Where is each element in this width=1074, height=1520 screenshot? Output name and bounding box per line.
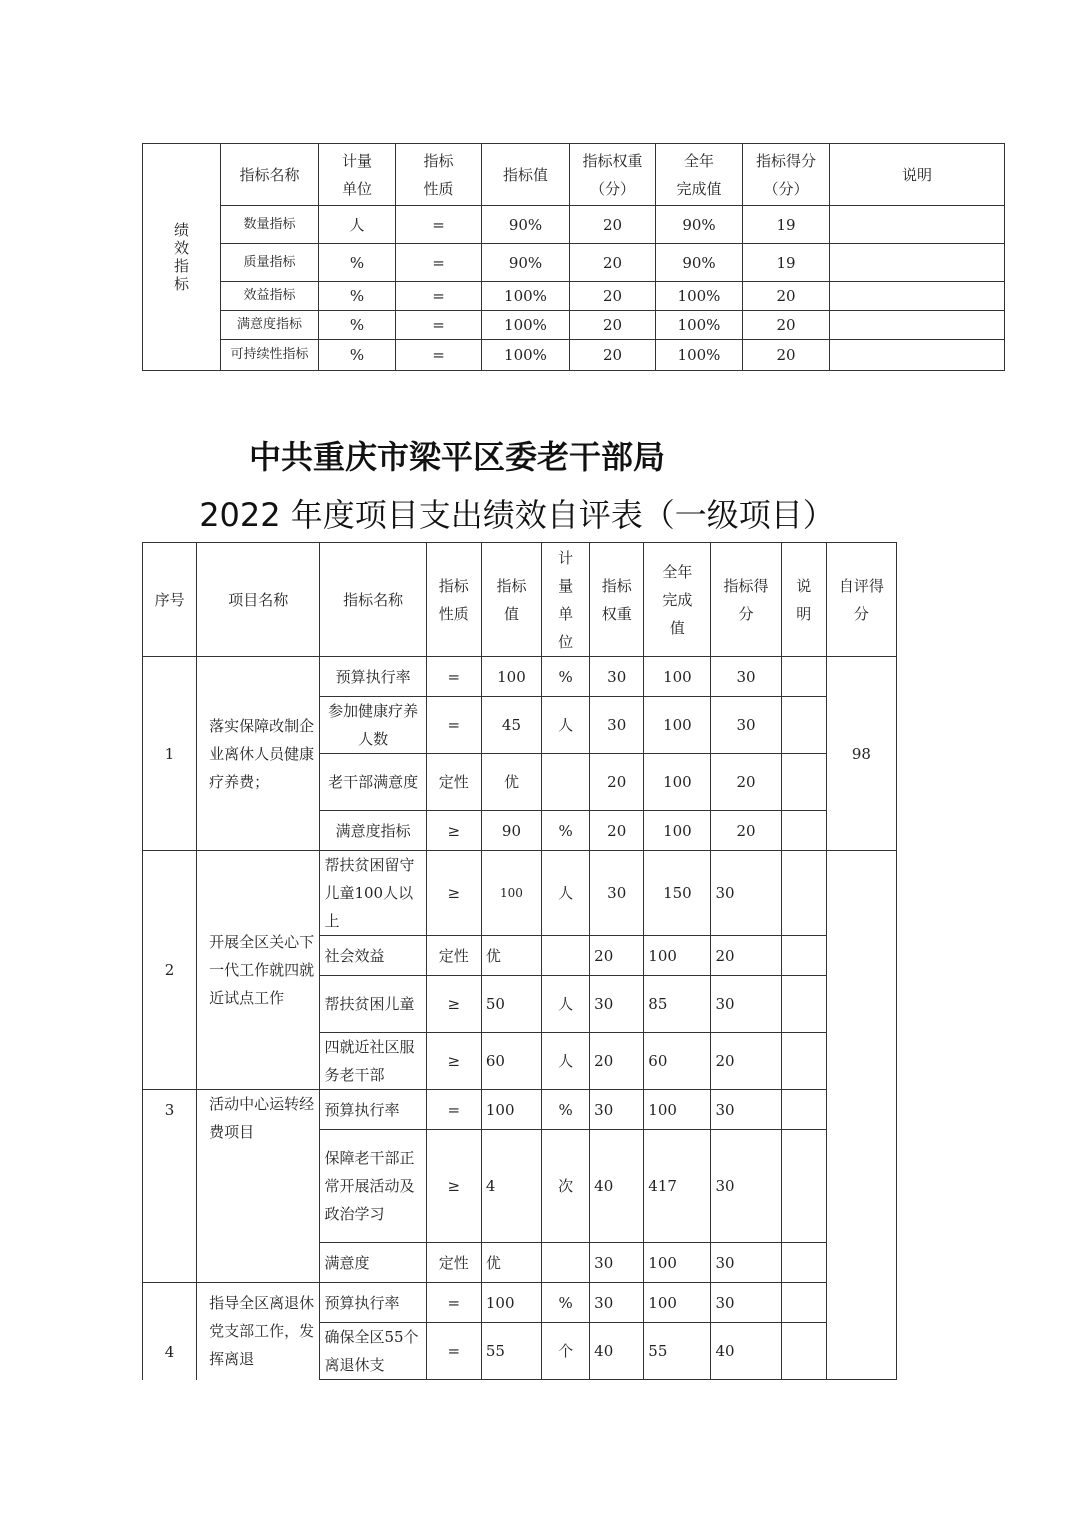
cell-done: 100 (644, 811, 711, 851)
cell-score: 30 (711, 851, 781, 936)
cell-weight: 20 (590, 811, 644, 851)
cell-seq: 4 (143, 1283, 197, 1380)
cell-note (781, 811, 826, 851)
cell-nature: ≥ (426, 1033, 481, 1090)
table-row (143, 311, 1005, 340)
cell-score: 30 (711, 1283, 781, 1323)
cell-unit: % (542, 1090, 590, 1130)
header-row (143, 543, 897, 657)
cell-note (830, 244, 1005, 282)
cell-value: 100% (482, 311, 570, 340)
cell-nature: ≥ (426, 811, 481, 851)
cell-indicator: 帮扶贫困儿童 (320, 976, 426, 1033)
cell-indicator: 满意度指标 (320, 811, 426, 851)
cell-nature: ≥ (426, 976, 481, 1033)
cell-name: 可持续性指标 (221, 340, 319, 371)
cell-seq: 3 (143, 1090, 197, 1283)
header-weight: 指标 权重 (590, 543, 644, 657)
cell-score: 20 (743, 282, 830, 311)
cell-project: 指导全区离退休党支部工作，发挥离退 (197, 1283, 320, 1380)
cell-score: 20 (711, 811, 781, 851)
cell-unit (542, 1243, 590, 1283)
cell-weight: 30 (590, 1243, 644, 1283)
cell-nature: = (396, 282, 482, 311)
cell-note (830, 282, 1005, 311)
cell-note (781, 1323, 826, 1380)
cell-value: 45 (481, 697, 541, 754)
cell-done: 100 (644, 1090, 711, 1130)
header-weight: 指标权重 （分） (570, 144, 656, 206)
cell-indicator: 帮扶贫困留守儿童100人以上 (320, 851, 426, 936)
cell-value: 100 (481, 1283, 541, 1323)
cell-value: 90% (482, 244, 570, 282)
cell-done: 60 (644, 1033, 711, 1090)
table-row (143, 1283, 897, 1323)
cell-name: 数量指标 (221, 206, 319, 244)
cell-value: 优 (481, 1243, 541, 1283)
table-row (143, 282, 1005, 311)
cell-note (781, 1243, 826, 1283)
cell-seq: 1 (143, 657, 197, 851)
cell-indicator: 预算执行率 (320, 1090, 426, 1130)
cell-nature: = (396, 244, 482, 282)
table-row (143, 244, 1005, 282)
cell-value: 100% (482, 340, 570, 371)
cell-weight: 20 (570, 206, 656, 244)
cell-unit: 人 (542, 976, 590, 1033)
cell-note (781, 697, 826, 754)
cell-weight: 30 (590, 1090, 644, 1130)
cell-note (830, 311, 1005, 340)
cell-score: 20 (711, 1033, 781, 1090)
cell-nature: ≥ (426, 1130, 481, 1243)
self-evaluation-table (142, 542, 897, 1380)
header-value: 指标 值 (481, 543, 541, 657)
cell-nature: 定性 (426, 1243, 481, 1283)
cell-note (830, 340, 1005, 371)
cell-weight: 20 (570, 340, 656, 371)
header-score: 指标得分 （分） (743, 144, 830, 206)
cell-score: 30 (711, 1130, 781, 1243)
cell-note (781, 1130, 826, 1243)
cell-nature: = (426, 1283, 481, 1323)
cell-value: 100 (481, 1090, 541, 1130)
cell-value: 50 (481, 976, 541, 1033)
cell-value: 优 (481, 936, 541, 976)
cell-indicator: 四就近社区服务老干部 (320, 1033, 426, 1090)
cell-score: 20 (711, 754, 781, 811)
cell-score: 40 (711, 1323, 781, 1380)
cell-unit: 人 (542, 1033, 590, 1090)
cell-value: 4 (481, 1130, 541, 1243)
header-unit: 计量 单位 (319, 144, 396, 206)
table-row (143, 1090, 897, 1130)
cell-nature: = (426, 697, 481, 754)
page-subtitle: 2022 年度项目支出绩效自评表（一级项目） (199, 496, 835, 534)
cell-indicator: 社会效益 (320, 936, 426, 976)
cell-score: 20 (743, 340, 830, 371)
cell-done: 100 (644, 657, 711, 697)
cell-weight: 20 (590, 936, 644, 976)
cell-note (781, 754, 826, 811)
header-nature: 指标 性质 (396, 144, 482, 206)
cell-score: 30 (711, 1090, 781, 1130)
cell-note (781, 851, 826, 936)
cell-done: 100 (644, 697, 711, 754)
cell-value: 60 (481, 1033, 541, 1090)
cell-self-score: 98 (826, 657, 896, 851)
cell-note (781, 1283, 826, 1323)
cell-value: 55 (481, 1323, 541, 1380)
cell-done: 55 (644, 1323, 711, 1380)
cell-unit: % (542, 657, 590, 697)
header-unit: 计 量 单 位 (542, 543, 590, 657)
cell-note (781, 976, 826, 1033)
cell-value: 100% (482, 282, 570, 311)
page-title: 中共重庆市梁平区委老干部局 (248, 438, 665, 476)
cell-done: 100 (644, 936, 711, 976)
cell-done: 100% (656, 282, 743, 311)
cell-nature: = (426, 1090, 481, 1130)
cell-name: 效益指标 (221, 282, 319, 311)
cell-weight: 30 (590, 851, 644, 936)
cell-done: 85 (644, 976, 711, 1033)
cell-unit: % (542, 1283, 590, 1323)
cell-value: 100 (481, 851, 541, 936)
cell-done: 150 (644, 851, 711, 936)
cell-score: 30 (711, 697, 781, 754)
header-done: 全年 完成值 (656, 144, 743, 206)
cell-indicator: 参加健康疗养人数 (320, 697, 426, 754)
cell-done: 90% (656, 206, 743, 244)
cell-value: 90 (481, 811, 541, 851)
cell-project: 开展全区关心下一代工作就四就近试点工作 (197, 851, 320, 1090)
header-note: 说 明 (781, 543, 826, 657)
side-label (143, 144, 221, 371)
cell-score: 30 (711, 1243, 781, 1283)
cell-score: 20 (743, 311, 830, 340)
cell-unit (542, 936, 590, 976)
cell-self-score (826, 851, 896, 1380)
header-self-score: 自评得 分 (826, 543, 896, 657)
cell-done: 100% (656, 311, 743, 340)
cell-project: 落实保障改制企业离休人员健康疗养费； (197, 657, 320, 851)
table-row (143, 340, 1005, 371)
cell-done: 100 (644, 1243, 711, 1283)
cell-unit: % (319, 282, 396, 311)
cell-weight: 30 (590, 976, 644, 1033)
cell-indicator: 保障老干部正常开展活动及政治学习 (320, 1130, 426, 1243)
header-indicator: 指标名称 (320, 543, 426, 657)
cell-nature: = (426, 1323, 481, 1380)
side-label-text: 绩效指标 (173, 221, 189, 293)
cell-unit: 个 (542, 1323, 590, 1380)
cell-seq: 2 (143, 851, 197, 1090)
cell-done: 90% (656, 244, 743, 282)
cell-note (830, 206, 1005, 244)
cell-weight: 20 (570, 244, 656, 282)
cell-weight: 40 (590, 1323, 644, 1380)
header-seq: 序号 (143, 543, 197, 657)
header-score: 指标得 分 (711, 543, 781, 657)
cell-unit: 人 (319, 206, 396, 244)
cell-indicator: 预算执行率 (320, 657, 426, 697)
cell-value: 100 (481, 657, 541, 697)
header-note: 说明 (830, 144, 1005, 206)
cell-nature: = (396, 206, 482, 244)
cell-unit: % (319, 244, 396, 282)
cell-weight: 30 (590, 697, 644, 754)
indicator-table (142, 143, 1005, 371)
cell-weight: 40 (590, 1130, 644, 1243)
cell-weight: 30 (590, 657, 644, 697)
cell-value: 90% (482, 206, 570, 244)
cell-project: 活动中心运转经费项目 (197, 1090, 320, 1283)
cell-unit: % (542, 811, 590, 851)
header-project: 项目名称 (197, 543, 320, 657)
header-done: 全年 完成 值 (644, 543, 711, 657)
cell-unit: 次 (542, 1130, 590, 1243)
cell-weight: 20 (590, 1033, 644, 1090)
cell-unit: % (319, 340, 396, 371)
cell-done: 100 (644, 1283, 711, 1323)
cell-weight: 20 (590, 754, 644, 811)
cell-unit (542, 754, 590, 811)
cell-nature: = (426, 657, 481, 697)
cell-indicator: 确保全区55个离退休支 (320, 1323, 426, 1380)
cell-weight: 20 (570, 282, 656, 311)
cell-unit: 人 (542, 697, 590, 754)
cell-value: 优 (481, 754, 541, 811)
cell-nature: 定性 (426, 754, 481, 811)
cell-note (781, 936, 826, 976)
cell-name: 满意度指标 (221, 311, 319, 340)
header-nature: 指标 性质 (426, 543, 481, 657)
cell-weight: 30 (590, 1283, 644, 1323)
cell-nature: = (396, 340, 482, 371)
table-row (143, 657, 897, 697)
cell-score: 30 (711, 657, 781, 697)
cell-unit: 人 (542, 851, 590, 936)
cell-done: 100% (656, 340, 743, 371)
cell-nature: 定性 (426, 936, 481, 976)
cell-name: 质量指标 (221, 244, 319, 282)
cell-indicator: 预算执行率 (320, 1283, 426, 1323)
cell-score: 30 (711, 976, 781, 1033)
table-row (143, 851, 897, 936)
cell-weight: 20 (570, 311, 656, 340)
cell-note (781, 657, 826, 697)
cell-nature: ≥ (426, 851, 481, 936)
cell-note (781, 1033, 826, 1090)
cell-score: 20 (711, 936, 781, 976)
cell-note (781, 1090, 826, 1130)
table-row (143, 206, 1005, 244)
cell-indicator: 满意度 (320, 1243, 426, 1283)
cell-score: 19 (743, 244, 830, 282)
header-indicator-name: 指标名称 (221, 144, 319, 206)
cell-unit: % (319, 311, 396, 340)
cell-score: 19 (743, 206, 830, 244)
cell-done: 100 (644, 754, 711, 811)
header-value: 指标值 (482, 144, 570, 206)
cell-indicator: 老干部满意度 (320, 754, 426, 811)
cell-nature: = (396, 311, 482, 340)
cell-done: 417 (644, 1130, 711, 1243)
